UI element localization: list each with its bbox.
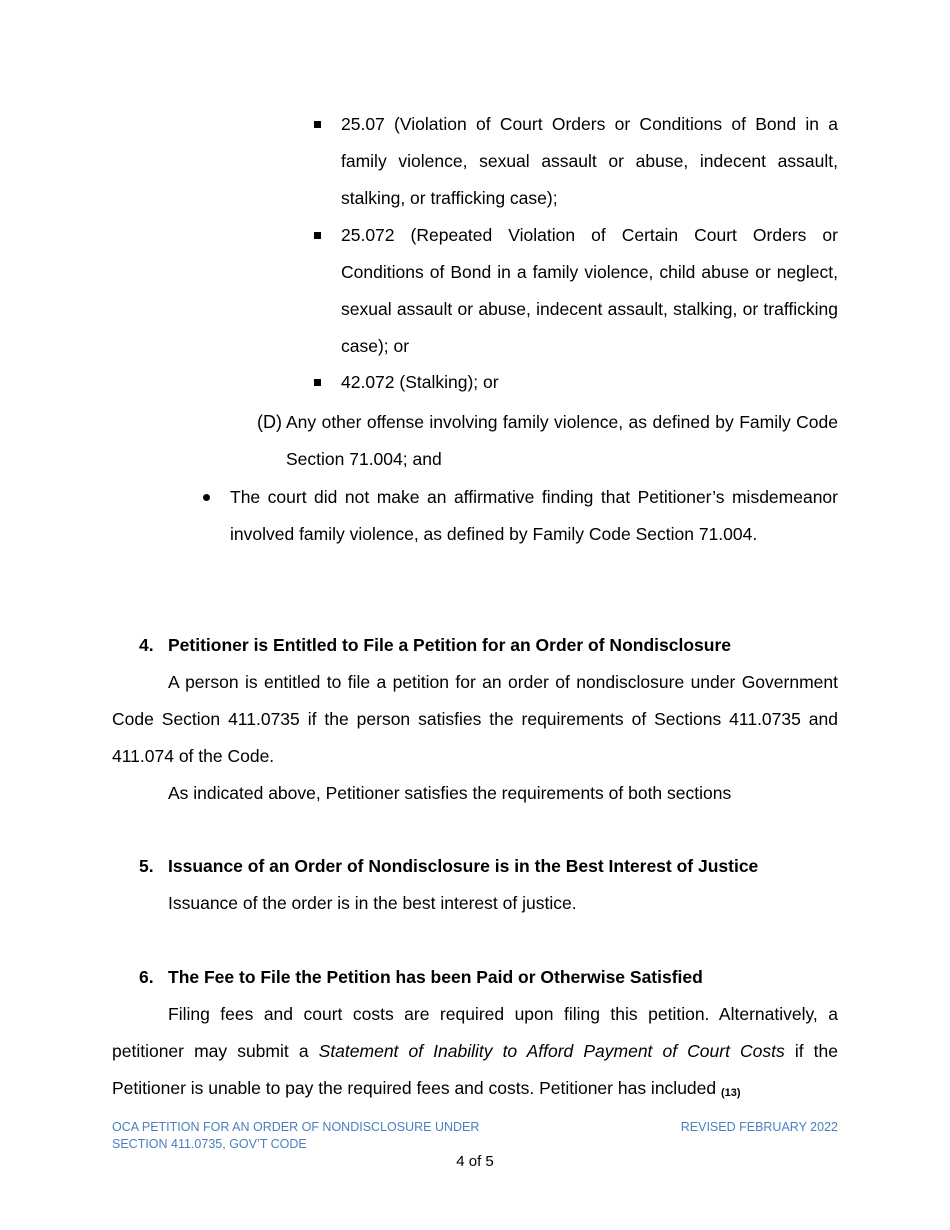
section-number: 5. bbox=[139, 856, 154, 876]
section-paragraph bbox=[112, 996, 838, 1112]
sub-bullet-item: 42.072 (Stalking); or bbox=[341, 372, 499, 392]
footer-revision: REVISED FEBRUARY 2022 bbox=[680, 1120, 838, 1134]
section-number: 4. bbox=[139, 635, 154, 655]
section-heading: Petitioner is Entitled to File a Petition for an Order of Nondisclosure bbox=[168, 635, 731, 655]
page-number: 4 of 5 bbox=[456, 1153, 494, 1170]
footer-left bbox=[112, 1119, 479, 1153]
item-d-label: (D) bbox=[257, 412, 282, 432]
bullet-item: The court did not make an affirmative finding that Petitioner’s misdemeanor involved family violence, as defined by Family Code Section 71.004. bbox=[230, 487, 838, 544]
bullet-icon bbox=[203, 494, 210, 501]
footnote-marker: (13) bbox=[721, 1087, 741, 1099]
item-d-text: Any other offense involving family violence, as defined by Family Code Section 71.004; and bbox=[286, 412, 838, 469]
footer-title-line: OCA PETITION FOR AN ORDER OF NONDISCLOSURE UNDER bbox=[112, 1120, 480, 1134]
section-heading: Issuance of an Order of Nondisclosure is in the Best Interest of Justice bbox=[168, 856, 759, 876]
sub-bullet-item: 25.07 (Violation of Court Orders or Conditions of Bond in a family violence, sexual assault or abuse, indecent assault, stalking, or trafficking case); bbox=[341, 114, 838, 208]
section-heading: The Fee to File the Petition has been Paid or Otherwise Satisfied bbox=[168, 967, 703, 987]
sub-bullet-item: 25.072 (Repeated Violation of Certain Court Orders or Conditions of Bond in a family violence, child abuse or neglect, sexual assault or abuse, indecent assault, stalking, or trafficking case); or bbox=[341, 225, 838, 356]
section-paragraph bbox=[112, 664, 838, 775]
square-bullet-icon bbox=[314, 232, 321, 239]
section-number: 6. bbox=[139, 967, 154, 987]
section-text: Filing fees and court costs are required upon filing this petition. Alternatively, a petitioner may submit a bbox=[112, 1004, 838, 1061]
section-text: A person is entitled to file a petition for an order of nondisclosure under Government Code Section 411.0735 if the person satisfies the requirements of Sections 411.0735 and 411.074 of the Code. bbox=[112, 672, 838, 766]
square-bullet-icon bbox=[314, 379, 321, 386]
section-text: if the Petitioner is unable to pay the required fees and costs. Petitioner has included bbox=[112, 1041, 838, 1098]
section-paragraph: Issuance of the order is in the best interest of justice. bbox=[168, 893, 577, 913]
square-bullet-icon bbox=[314, 121, 321, 128]
form-title-italic: Statement of Inability to Afford Payment of Court Costs bbox=[318, 1041, 785, 1061]
footer-title-line: SECTION 411.0735, GOV’T CODE bbox=[112, 1137, 307, 1151]
section-paragraph: As indicated above, Petitioner satisfies the requirements of both sections bbox=[168, 783, 732, 803]
